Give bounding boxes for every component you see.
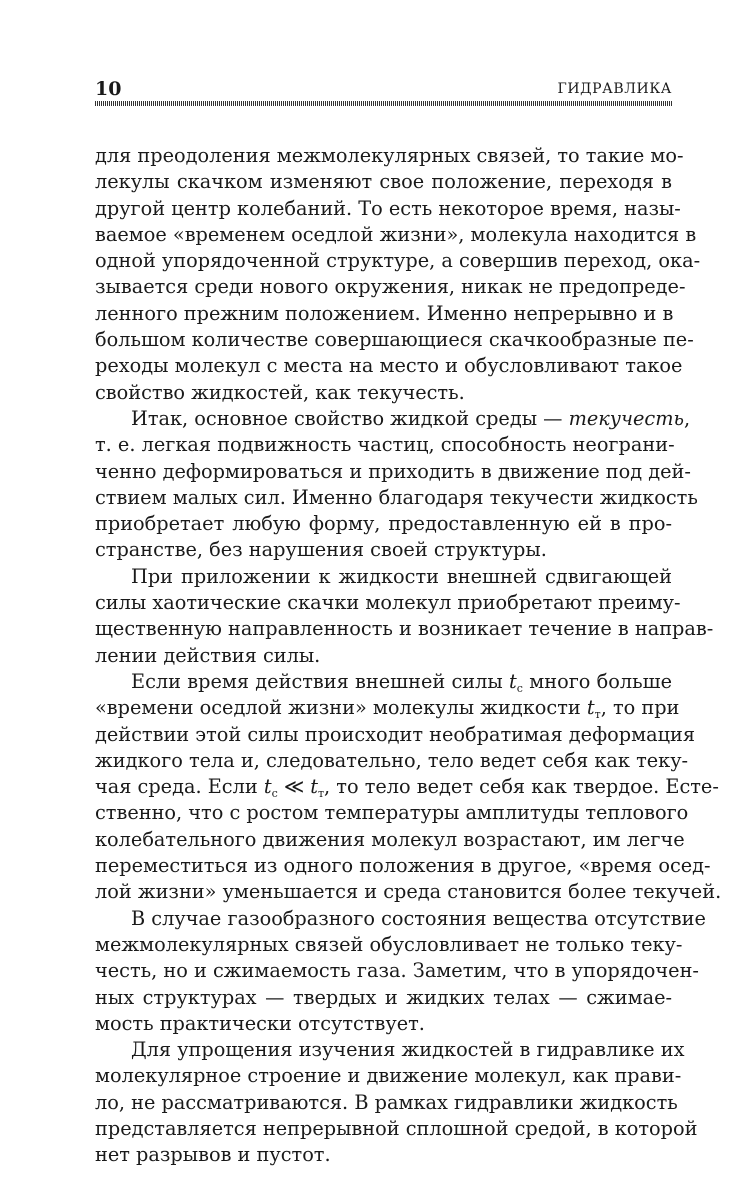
text-line: лой жизни» уменьшается и среда становится более текучей. [95,880,722,904]
text-line: колебательного движения молекул возрастают, им легче [95,827,685,851]
text-line: странстве, без нарушения своей структуры. [95,538,547,562]
text-line: представляется непрерывной сплошной средой, в которой [95,1116,698,1140]
text-line: нет разрывов и пустот. [95,1143,331,1167]
body-text [95,143,722,1169]
text-line: чая среда. Если $t_с$ ≪ $t_т$, то тело ведет себя как твердое. Есте- [95,775,719,801]
text-line: для преодоления межмолекулярных связей, то такие мо- [95,144,684,167]
text-line: реходы молекул с места на место и обусловливают такое [95,354,683,378]
text-line: При приложении к жидкости внешней сдвигающей [131,564,672,588]
text-line: одной упорядоченной структуре, а совершив переход, ока- [95,249,701,273]
text-line: действии этой силы происходит необратимая деформация [95,722,696,746]
text-line: большом количестве совершающиеся скачкообразные пе- [95,328,694,352]
header-rule [95,101,672,106]
text-line: «времени оседлой жизни» молекулы жидкости $t_т$, то при [95,696,680,722]
text-line: силы хаотические скачки молекул приобретают преиму- [95,591,681,615]
text-line: другой центр колебаний. То есть некоторое время, назы- [95,196,681,220]
text-line: ло, не рассматриваются. В рамках гидравлики жидкость [95,1090,678,1114]
text-line: ных структурах — твердых и жидких телах — сжимае- [95,985,672,1009]
text-line: лении действия силы. [95,643,321,667]
text-line: приобретает любую форму, предоставленную ей в про- [95,512,672,536]
page-number: 10 [95,78,122,100]
text-line: ваемое «временем оседлой жизни», молекула находится в [95,222,697,246]
text-line: щественную направленность и возникает течение в направ- [95,617,714,641]
text-line: мость практически отсутствует. [95,1011,425,1035]
text-line: лекулы скачком изменяют свое положение, переходя в [95,170,672,194]
text-line: ленного прежним положением. Именно непрерывно и в [95,301,674,325]
text-line: честь, но и сжимаемость газа. Заметим, что в упорядочен- [95,959,699,983]
text-line: ственно, что с ростом температуры амплитуды теплового [95,801,689,825]
text-line: свойство жидкостей, как текучесть. [95,380,465,404]
running-title: ГИДРАВЛИКА [557,81,672,97]
text-line: зывается среди нового окружения, никак не предопреде- [95,275,686,299]
text-line: переместиться из одного положения в другое, «время осед- [95,854,711,878]
text-line: молекулярное строение и движение молекул, как прави- [95,1064,682,1088]
text-line: ствием малых сил. Именно благодаря текучести жидкость [95,485,698,509]
text-line: В случае газообразного состояния вещества отсутствие [131,906,706,930]
text-line: межмолекулярных связей обусловливает не только теку- [95,932,683,956]
text-line: т. е. легкая подвижность частиц, способность неограни- [95,433,675,457]
text-line: ченно деформироваться и приходить в движение под дей- [95,459,691,483]
text-line: Итак, основное свойство жидкой среды — текучесть, [131,406,691,430]
text-line: жидкого тела и, следовательно, тело ведет себя как теку- [95,748,689,772]
text-line: Для упрощения изучения жидкостей в гидравлике их [131,1038,685,1062]
text-line: Если время действия внешней силы $t_с$ много больше [131,669,672,695]
